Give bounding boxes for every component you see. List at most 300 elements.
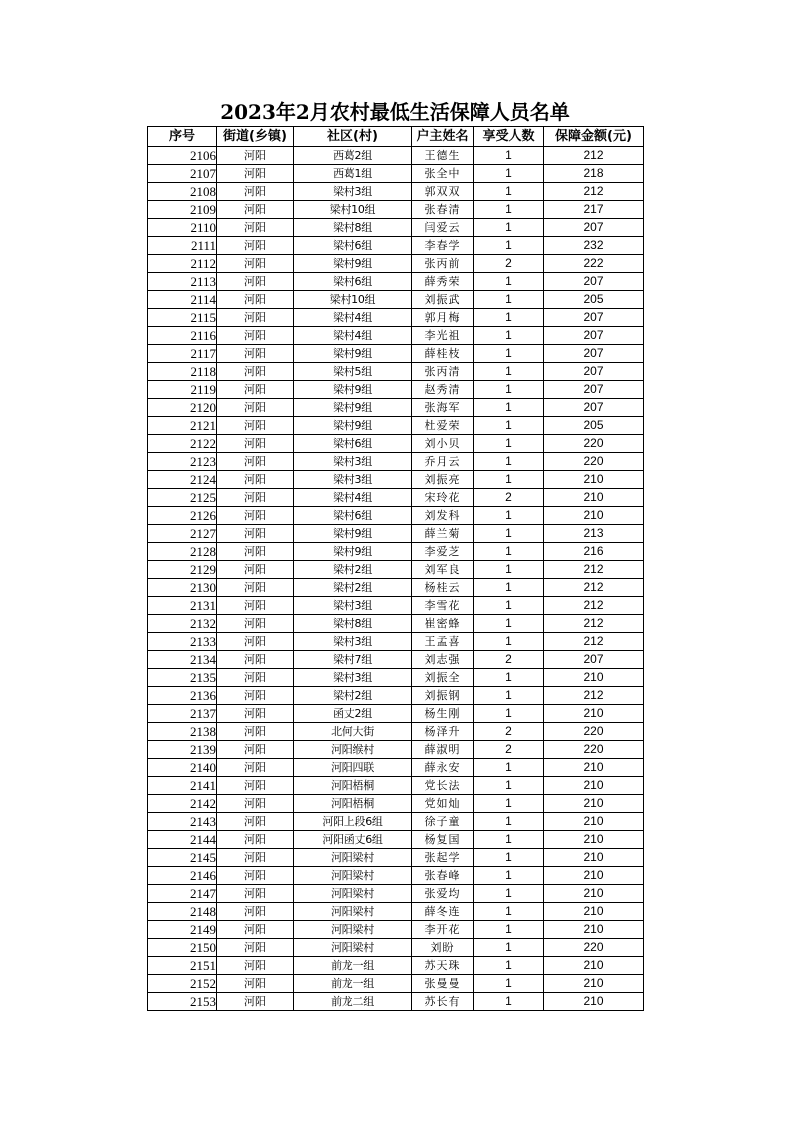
cell-community: 梁村9组 bbox=[294, 399, 412, 417]
table-row bbox=[148, 831, 644, 849]
cell-street: 河阳 bbox=[217, 939, 294, 957]
cell-householder: 张曼曼 bbox=[412, 975, 474, 993]
cell-street: 河阳 bbox=[217, 381, 294, 399]
cell-seq: 2148 bbox=[148, 903, 217, 921]
cell-street: 河阳 bbox=[217, 921, 294, 939]
cell-householder: 薛永安 bbox=[412, 759, 474, 777]
cell-street: 河阳 bbox=[217, 147, 294, 165]
cell-street: 河阳 bbox=[217, 273, 294, 291]
cell-seq: 2144 bbox=[148, 831, 217, 849]
cell-householder: 刘振武 bbox=[412, 291, 474, 309]
cell-community: 梁村5组 bbox=[294, 363, 412, 381]
cell-people-count: 1 bbox=[474, 543, 544, 561]
cell-community: 梁村9组 bbox=[294, 345, 412, 363]
cell-seq: 2129 bbox=[148, 561, 217, 579]
cell-community: 河阳梁村 bbox=[294, 849, 412, 867]
cell-people-count: 1 bbox=[474, 867, 544, 885]
cell-seq: 2150 bbox=[148, 939, 217, 957]
cell-seq: 2118 bbox=[148, 363, 217, 381]
cell-street: 河阳 bbox=[217, 759, 294, 777]
cell-people-count: 1 bbox=[474, 327, 544, 345]
cell-street: 河阳 bbox=[217, 705, 294, 723]
cell-amount: 210 bbox=[544, 669, 644, 687]
cell-community: 梁村3组 bbox=[294, 669, 412, 687]
cell-community: 梁村4组 bbox=[294, 309, 412, 327]
table-row bbox=[148, 795, 644, 813]
cell-amount: 210 bbox=[544, 705, 644, 723]
cell-people-count: 1 bbox=[474, 201, 544, 219]
cell-people-count: 1 bbox=[474, 885, 544, 903]
cell-seq: 2135 bbox=[148, 669, 217, 687]
cell-community: 梁村3组 bbox=[294, 183, 412, 201]
header-street: 街道(乡镇) bbox=[217, 127, 294, 147]
cell-street: 河阳 bbox=[217, 687, 294, 705]
cell-street: 河阳 bbox=[217, 255, 294, 273]
cell-people-count: 1 bbox=[474, 615, 544, 633]
cell-householder: 刘发科 bbox=[412, 507, 474, 525]
cell-seq: 2151 bbox=[148, 957, 217, 975]
cell-seq: 2132 bbox=[148, 615, 217, 633]
cell-seq: 2145 bbox=[148, 849, 217, 867]
cell-householder: 刘振亮 bbox=[412, 471, 474, 489]
cell-amount: 210 bbox=[544, 885, 644, 903]
cell-amount: 212 bbox=[544, 633, 644, 651]
cell-community: 西葛1组 bbox=[294, 165, 412, 183]
cell-seq: 2111 bbox=[148, 237, 217, 255]
cell-seq: 2130 bbox=[148, 579, 217, 597]
cell-people-count: 1 bbox=[474, 219, 544, 237]
cell-householder: 苏天珠 bbox=[412, 957, 474, 975]
cell-community: 梁村9组 bbox=[294, 543, 412, 561]
cell-seq: 2122 bbox=[148, 435, 217, 453]
table-row bbox=[148, 669, 644, 687]
cell-householder: 刘振全 bbox=[412, 669, 474, 687]
cell-seq: 2127 bbox=[148, 525, 217, 543]
table-row bbox=[148, 255, 644, 273]
table-row bbox=[148, 165, 644, 183]
cell-amount: 220 bbox=[544, 939, 644, 957]
cell-community: 河阳四联 bbox=[294, 759, 412, 777]
roster-table bbox=[147, 126, 644, 1011]
cell-householder: 杨泽升 bbox=[412, 723, 474, 741]
cell-amount: 205 bbox=[544, 417, 644, 435]
cell-community: 梁村7组 bbox=[294, 651, 412, 669]
cell-amount: 216 bbox=[544, 543, 644, 561]
cell-householder: 崔密蜂 bbox=[412, 615, 474, 633]
cell-people-count: 1 bbox=[474, 237, 544, 255]
cell-street: 河阳 bbox=[217, 975, 294, 993]
cell-householder: 李爱芝 bbox=[412, 543, 474, 561]
cell-amount: 210 bbox=[544, 921, 644, 939]
cell-amount: 207 bbox=[544, 327, 644, 345]
cell-people-count: 1 bbox=[474, 363, 544, 381]
cell-householder: 刘小贝 bbox=[412, 435, 474, 453]
cell-people-count: 1 bbox=[474, 579, 544, 597]
cell-community: 梁村6组 bbox=[294, 435, 412, 453]
table-row bbox=[148, 327, 644, 345]
cell-householder: 王德生 bbox=[412, 147, 474, 165]
cell-householder: 刘军良 bbox=[412, 561, 474, 579]
table-row bbox=[148, 543, 644, 561]
cell-seq: 2139 bbox=[148, 741, 217, 759]
table-row bbox=[148, 471, 644, 489]
cell-seq: 2113 bbox=[148, 273, 217, 291]
table-row bbox=[148, 381, 644, 399]
table-row bbox=[148, 309, 644, 327]
cell-householder: 薛兰菊 bbox=[412, 525, 474, 543]
cell-householder: 张春峰 bbox=[412, 867, 474, 885]
cell-people-count: 1 bbox=[474, 381, 544, 399]
cell-street: 河阳 bbox=[217, 597, 294, 615]
cell-community: 梁村2组 bbox=[294, 561, 412, 579]
cell-seq: 2115 bbox=[148, 309, 217, 327]
cell-people-count: 1 bbox=[474, 147, 544, 165]
cell-street: 河阳 bbox=[217, 435, 294, 453]
cell-householder: 薛冬连 bbox=[412, 903, 474, 921]
cell-street: 河阳 bbox=[217, 327, 294, 345]
cell-amount: 210 bbox=[544, 777, 644, 795]
cell-community: 梁村9组 bbox=[294, 417, 412, 435]
header-community: 社区(村) bbox=[294, 127, 412, 147]
cell-street: 河阳 bbox=[217, 363, 294, 381]
cell-people-count: 2 bbox=[474, 651, 544, 669]
cell-householder: 徐子童 bbox=[412, 813, 474, 831]
cell-seq: 2107 bbox=[148, 165, 217, 183]
cell-people-count: 2 bbox=[474, 723, 544, 741]
table-row bbox=[148, 291, 644, 309]
cell-seq: 2120 bbox=[148, 399, 217, 417]
cell-community: 梁村10组 bbox=[294, 291, 412, 309]
cell-people-count: 1 bbox=[474, 309, 544, 327]
table-row bbox=[148, 903, 644, 921]
cell-householder: 张海军 bbox=[412, 399, 474, 417]
cell-street: 河阳 bbox=[217, 903, 294, 921]
cell-people-count: 2 bbox=[474, 741, 544, 759]
cell-street: 河阳 bbox=[217, 993, 294, 1011]
cell-householder: 张起学 bbox=[412, 849, 474, 867]
cell-people-count: 2 bbox=[474, 489, 544, 507]
cell-seq: 2146 bbox=[148, 867, 217, 885]
cell-amount: 210 bbox=[544, 849, 644, 867]
cell-seq: 2116 bbox=[148, 327, 217, 345]
cell-community: 河阳梁村 bbox=[294, 921, 412, 939]
cell-amount: 210 bbox=[544, 507, 644, 525]
cell-amount: 210 bbox=[544, 489, 644, 507]
cell-street: 河阳 bbox=[217, 399, 294, 417]
cell-seq: 2143 bbox=[148, 813, 217, 831]
table-row bbox=[148, 813, 644, 831]
cell-street: 河阳 bbox=[217, 957, 294, 975]
cell-street: 河阳 bbox=[217, 561, 294, 579]
cell-householder: 刘志强 bbox=[412, 651, 474, 669]
cell-seq: 2149 bbox=[148, 921, 217, 939]
header-row bbox=[148, 127, 644, 147]
cell-householder: 李光祖 bbox=[412, 327, 474, 345]
cell-community: 梁村8组 bbox=[294, 219, 412, 237]
cell-amount: 205 bbox=[544, 291, 644, 309]
cell-seq: 2134 bbox=[148, 651, 217, 669]
cell-community: 梁村3组 bbox=[294, 471, 412, 489]
cell-people-count: 1 bbox=[474, 597, 544, 615]
cell-street: 河阳 bbox=[217, 669, 294, 687]
cell-householder: 杜爱荣 bbox=[412, 417, 474, 435]
cell-amount: 212 bbox=[544, 183, 644, 201]
cell-people-count: 1 bbox=[474, 669, 544, 687]
cell-seq: 2117 bbox=[148, 345, 217, 363]
cell-amount: 210 bbox=[544, 471, 644, 489]
cell-amount: 212 bbox=[544, 579, 644, 597]
cell-seq: 2133 bbox=[148, 633, 217, 651]
table-row bbox=[148, 237, 644, 255]
cell-amount: 213 bbox=[544, 525, 644, 543]
cell-community: 函丈2组 bbox=[294, 705, 412, 723]
table-row bbox=[148, 597, 644, 615]
cell-community: 梁村3组 bbox=[294, 453, 412, 471]
cell-householder: 苏长有 bbox=[412, 993, 474, 1011]
cell-householder: 张爱均 bbox=[412, 885, 474, 903]
cell-people-count: 1 bbox=[474, 705, 544, 723]
cell-people-count: 1 bbox=[474, 471, 544, 489]
cell-people-count: 1 bbox=[474, 687, 544, 705]
cell-people-count: 1 bbox=[474, 975, 544, 993]
cell-householder: 王孟喜 bbox=[412, 633, 474, 651]
cell-seq: 2124 bbox=[148, 471, 217, 489]
cell-amount: 210 bbox=[544, 813, 644, 831]
table-row bbox=[148, 759, 644, 777]
cell-street: 河阳 bbox=[217, 885, 294, 903]
cell-street: 河阳 bbox=[217, 543, 294, 561]
cell-amount: 210 bbox=[544, 867, 644, 885]
cell-seq: 2123 bbox=[148, 453, 217, 471]
cell-amount: 210 bbox=[544, 831, 644, 849]
table-row bbox=[148, 183, 644, 201]
cell-community: 梁村9组 bbox=[294, 255, 412, 273]
cell-amount: 207 bbox=[544, 651, 644, 669]
cell-people-count: 1 bbox=[474, 921, 544, 939]
cell-householder: 薛淑明 bbox=[412, 741, 474, 759]
cell-seq: 2112 bbox=[148, 255, 217, 273]
cell-householder: 党如灿 bbox=[412, 795, 474, 813]
cell-seq: 2126 bbox=[148, 507, 217, 525]
table-row bbox=[148, 525, 644, 543]
cell-amount: 212 bbox=[544, 597, 644, 615]
cell-amount: 210 bbox=[544, 795, 644, 813]
table-row bbox=[148, 867, 644, 885]
cell-amount: 220 bbox=[544, 723, 644, 741]
cell-amount: 207 bbox=[544, 309, 644, 327]
cell-street: 河阳 bbox=[217, 417, 294, 435]
table-row bbox=[148, 723, 644, 741]
cell-householder: 闫爱云 bbox=[412, 219, 474, 237]
cell-community: 梁村4组 bbox=[294, 327, 412, 345]
cell-community: 北何大街 bbox=[294, 723, 412, 741]
table-row bbox=[148, 633, 644, 651]
cell-people-count: 1 bbox=[474, 291, 544, 309]
cell-amount: 212 bbox=[544, 561, 644, 579]
cell-street: 河阳 bbox=[217, 579, 294, 597]
table-row bbox=[148, 741, 644, 759]
table-row bbox=[148, 687, 644, 705]
cell-community: 河阳梁村 bbox=[294, 903, 412, 921]
cell-community: 河阳函丈6组 bbox=[294, 831, 412, 849]
cell-people-count: 1 bbox=[474, 777, 544, 795]
cell-amount: 207 bbox=[544, 345, 644, 363]
cell-householder: 郭双双 bbox=[412, 183, 474, 201]
cell-amount: 220 bbox=[544, 741, 644, 759]
table-row bbox=[148, 705, 644, 723]
cell-amount: 207 bbox=[544, 381, 644, 399]
cell-community: 河阳梁村 bbox=[294, 939, 412, 957]
cell-community: 梁村2组 bbox=[294, 687, 412, 705]
cell-people-count: 1 bbox=[474, 417, 544, 435]
cell-community: 河阳梧桐 bbox=[294, 795, 412, 813]
cell-street: 河阳 bbox=[217, 183, 294, 201]
cell-householder: 杨生刚 bbox=[412, 705, 474, 723]
cell-householder: 张丙前 bbox=[412, 255, 474, 273]
cell-people-count: 1 bbox=[474, 453, 544, 471]
cell-community: 梁村2组 bbox=[294, 579, 412, 597]
cell-community: 前龙一组 bbox=[294, 975, 412, 993]
cell-community: 河阳梧桐 bbox=[294, 777, 412, 795]
cell-amount: 212 bbox=[544, 615, 644, 633]
table-row bbox=[148, 561, 644, 579]
cell-community: 梁村9组 bbox=[294, 525, 412, 543]
cell-community: 西葛2组 bbox=[294, 147, 412, 165]
cell-community: 梁村10组 bbox=[294, 201, 412, 219]
cell-street: 河阳 bbox=[217, 507, 294, 525]
cell-amount: 210 bbox=[544, 975, 644, 993]
cell-amount: 220 bbox=[544, 453, 644, 471]
cell-street: 河阳 bbox=[217, 651, 294, 669]
cell-amount: 207 bbox=[544, 273, 644, 291]
cell-people-count: 1 bbox=[474, 165, 544, 183]
cell-amount: 222 bbox=[544, 255, 644, 273]
cell-street: 河阳 bbox=[217, 723, 294, 741]
cell-householder: 张全中 bbox=[412, 165, 474, 183]
cell-people-count: 1 bbox=[474, 273, 544, 291]
cell-seq: 2137 bbox=[148, 705, 217, 723]
cell-street: 河阳 bbox=[217, 201, 294, 219]
table-row bbox=[148, 273, 644, 291]
cell-community: 梁村3组 bbox=[294, 633, 412, 651]
cell-street: 河阳 bbox=[217, 165, 294, 183]
cell-community: 河阳缑村 bbox=[294, 741, 412, 759]
cell-householder: 杨复国 bbox=[412, 831, 474, 849]
table-row bbox=[148, 957, 644, 975]
cell-people-count: 1 bbox=[474, 813, 544, 831]
cell-street: 河阳 bbox=[217, 795, 294, 813]
table-row bbox=[148, 399, 644, 417]
cell-street: 河阳 bbox=[217, 489, 294, 507]
cell-people-count: 1 bbox=[474, 939, 544, 957]
cell-street: 河阳 bbox=[217, 291, 294, 309]
cell-people-count: 1 bbox=[474, 183, 544, 201]
cell-amount: 207 bbox=[544, 219, 644, 237]
cell-amount: 217 bbox=[544, 201, 644, 219]
cell-amount: 232 bbox=[544, 237, 644, 255]
cell-people-count: 1 bbox=[474, 435, 544, 453]
table-row bbox=[148, 777, 644, 795]
cell-seq: 2147 bbox=[148, 885, 217, 903]
cell-community: 河阳梁村 bbox=[294, 867, 412, 885]
cell-householder: 李雪花 bbox=[412, 597, 474, 615]
page-title: 2023年2月农村最低生活保障人员名单 bbox=[220, 100, 570, 124]
cell-street: 河阳 bbox=[217, 867, 294, 885]
cell-people-count: 1 bbox=[474, 345, 544, 363]
table-row bbox=[148, 615, 644, 633]
cell-street: 河阳 bbox=[217, 453, 294, 471]
table-row bbox=[148, 147, 644, 165]
cell-seq: 2106 bbox=[148, 147, 217, 165]
cell-people-count: 2 bbox=[474, 255, 544, 273]
cell-seq: 2119 bbox=[148, 381, 217, 399]
table-row bbox=[148, 975, 644, 993]
cell-people-count: 1 bbox=[474, 903, 544, 921]
table-row bbox=[148, 363, 644, 381]
header-people-count: 享受人数 bbox=[474, 127, 544, 147]
cell-street: 河阳 bbox=[217, 813, 294, 831]
cell-householder: 李春学 bbox=[412, 237, 474, 255]
cell-street: 河阳 bbox=[217, 831, 294, 849]
cell-seq: 2108 bbox=[148, 183, 217, 201]
cell-street: 河阳 bbox=[217, 237, 294, 255]
cell-householder: 张丙清 bbox=[412, 363, 474, 381]
cell-street: 河阳 bbox=[217, 345, 294, 363]
cell-amount: 212 bbox=[544, 687, 644, 705]
cell-seq: 2140 bbox=[148, 759, 217, 777]
table-row bbox=[148, 579, 644, 597]
cell-street: 河阳 bbox=[217, 309, 294, 327]
cell-street: 河阳 bbox=[217, 525, 294, 543]
cell-people-count: 1 bbox=[474, 795, 544, 813]
cell-community: 梁村6组 bbox=[294, 273, 412, 291]
cell-people-count: 1 bbox=[474, 561, 544, 579]
cell-householder: 薛桂枝 bbox=[412, 345, 474, 363]
cell-community: 梁村9组 bbox=[294, 381, 412, 399]
header-seq: 序号 bbox=[148, 127, 217, 147]
table-row bbox=[148, 219, 644, 237]
table-row bbox=[148, 885, 644, 903]
cell-householder: 刘振钢 bbox=[412, 687, 474, 705]
cell-street: 河阳 bbox=[217, 615, 294, 633]
cell-street: 河阳 bbox=[217, 741, 294, 759]
cell-community: 前龙二组 bbox=[294, 993, 412, 1011]
header-amount: 保障金额(元) bbox=[544, 127, 644, 147]
cell-householder: 杨桂云 bbox=[412, 579, 474, 597]
cell-amount: 220 bbox=[544, 435, 644, 453]
cell-seq: 2114 bbox=[148, 291, 217, 309]
cell-people-count: 1 bbox=[474, 525, 544, 543]
cell-seq: 2109 bbox=[148, 201, 217, 219]
cell-people-count: 1 bbox=[474, 759, 544, 777]
cell-community: 梁村8组 bbox=[294, 615, 412, 633]
cell-amount: 212 bbox=[544, 147, 644, 165]
cell-community: 梁村6组 bbox=[294, 507, 412, 525]
table-row bbox=[148, 993, 644, 1011]
table-body bbox=[148, 147, 644, 1011]
table-row bbox=[148, 453, 644, 471]
cell-seq: 2121 bbox=[148, 417, 217, 435]
cell-community: 前龙一组 bbox=[294, 957, 412, 975]
header-householder: 户主姓名 bbox=[412, 127, 474, 147]
cell-people-count: 1 bbox=[474, 399, 544, 417]
cell-amount: 207 bbox=[544, 363, 644, 381]
cell-seq: 2128 bbox=[148, 543, 217, 561]
cell-amount: 210 bbox=[544, 957, 644, 975]
cell-seq: 2153 bbox=[148, 993, 217, 1011]
cell-community: 河阳梁村 bbox=[294, 885, 412, 903]
cell-seq: 2110 bbox=[148, 219, 217, 237]
